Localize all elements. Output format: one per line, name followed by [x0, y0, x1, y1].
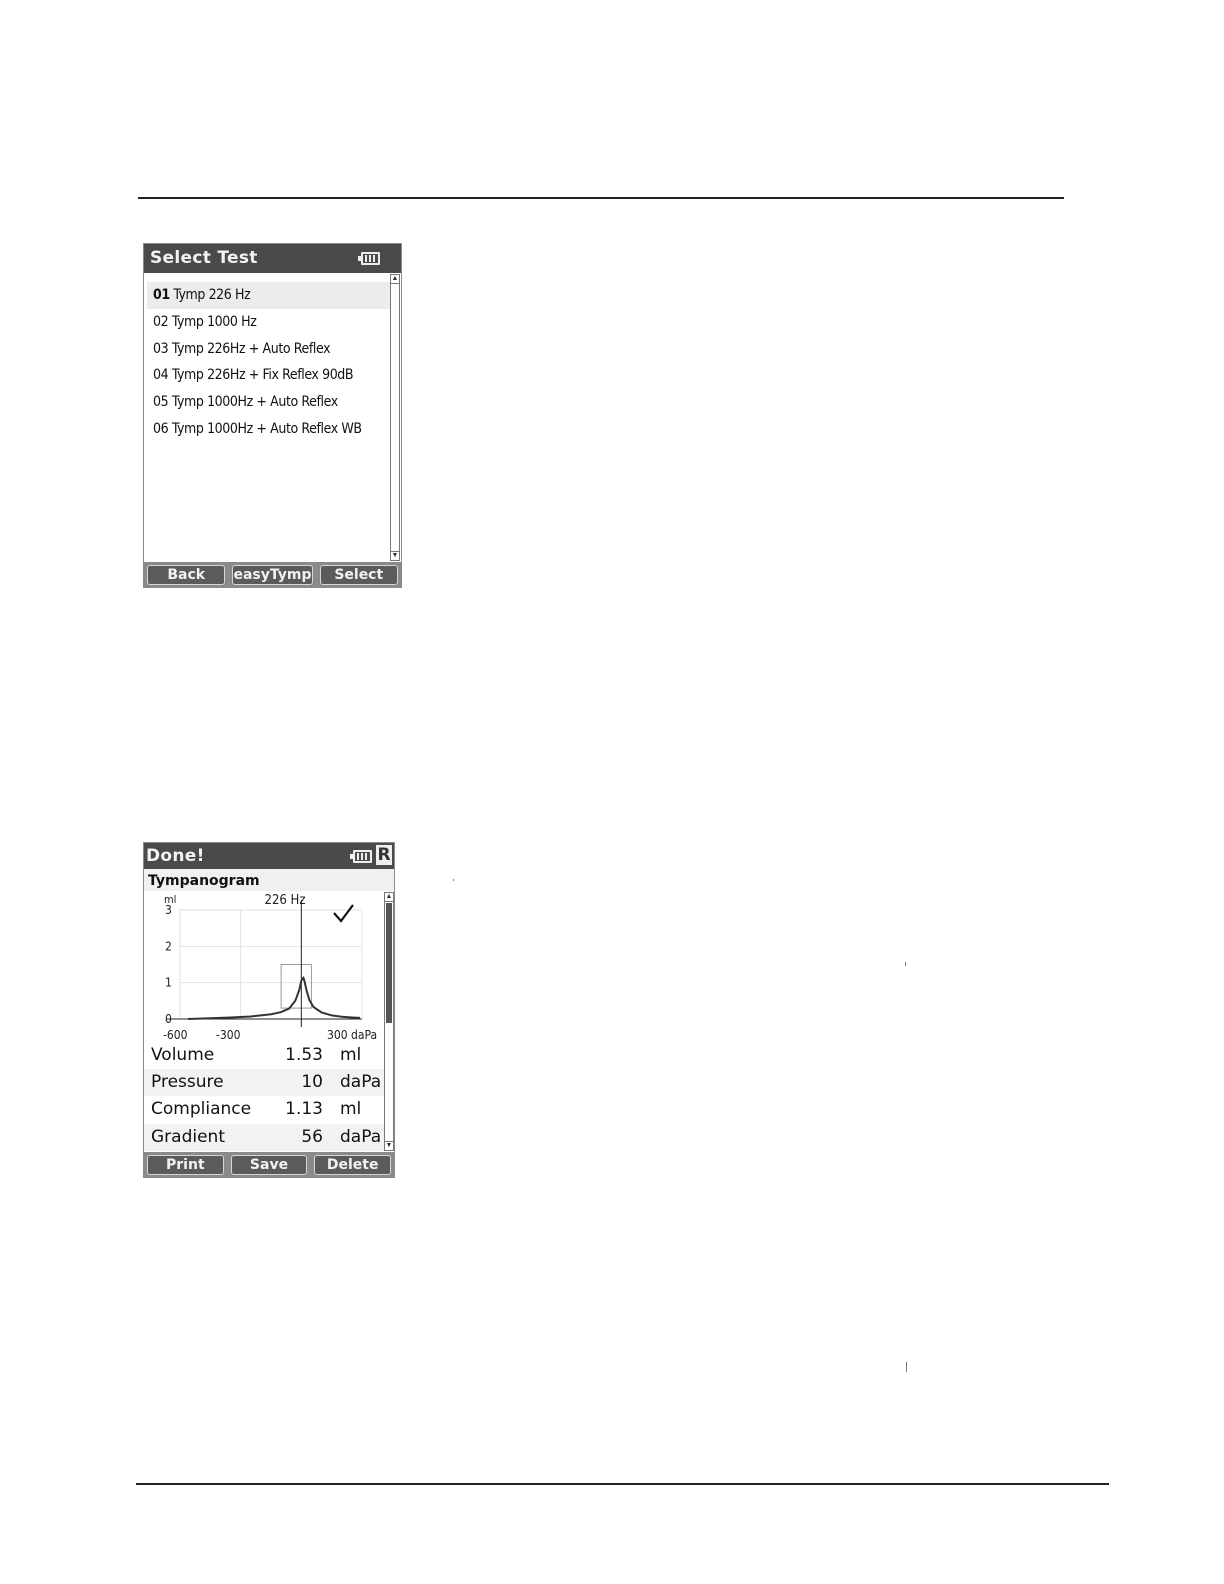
test-list	[147, 282, 390, 443]
results-table	[144, 1042, 384, 1151]
battery-icon	[361, 252, 380, 265]
list-item[interactable]	[147, 309, 390, 336]
tympanogram-curve	[188, 978, 360, 1019]
result-value: 1.13	[285, 1099, 323, 1120]
scan-speck	[453, 879, 454, 881]
battery-icon	[353, 850, 372, 863]
item-label: Tymp 1000 Hz	[171, 313, 257, 330]
result-unit: ml	[340, 1045, 362, 1065]
y-tick-label: 2	[165, 939, 172, 954]
result-unit: daPa	[340, 1072, 382, 1093]
result-label: Gradient	[151, 1126, 225, 1147]
easytymp-button[interactable]: easyTymp	[233, 567, 312, 583]
item-label: Tymp 226 Hz	[173, 287, 251, 303]
scroll-down-icon[interactable]: ▼	[385, 1142, 393, 1149]
right-ear-badge: R	[377, 845, 391, 865]
softkey-bar	[144, 1152, 394, 1177]
list-item[interactable]	[147, 282, 390, 309]
list-scrollbar[interactable]	[390, 274, 400, 561]
x-tick-label: 300 daPa	[327, 1028, 378, 1042]
list-item[interactable]	[147, 362, 390, 389]
y-tick-label: 3	[165, 903, 172, 917]
item-number: 06	[153, 420, 169, 437]
chart-title: 226 Hz	[264, 893, 306, 908]
title-bar	[144, 244, 401, 273]
list-item[interactable]	[147, 336, 390, 363]
normal-region-box	[281, 965, 311, 1009]
title-bar	[144, 843, 394, 869]
back-button[interactable]: Back	[147, 565, 225, 585]
delete-button[interactable]: Delete	[314, 1155, 391, 1175]
print-button[interactable]: Print	[147, 1155, 224, 1175]
result-row	[144, 1042, 384, 1069]
result-value: 56	[301, 1126, 323, 1147]
result-label: Pressure	[151, 1072, 224, 1093]
result-row	[144, 1069, 384, 1096]
tympanogram-heading: Tympanogram	[144, 869, 394, 891]
y-tick-label: 1	[165, 975, 172, 990]
item-number: 05	[153, 394, 169, 411]
select-button[interactable]: Select	[320, 565, 398, 585]
softkey-bar	[144, 562, 401, 587]
scroll-down-icon[interactable]: ▼	[391, 552, 399, 559]
list-item[interactable]	[147, 416, 390, 443]
scan-speck	[906, 1362, 907, 1372]
scroll-up-icon[interactable]: ▲	[391, 275, 399, 282]
x-tick-label: -600	[163, 1028, 188, 1042]
item-label: Tymp 1000Hz + Auto Reflex WB	[171, 420, 362, 437]
y-axis-label: ml	[164, 893, 177, 906]
item-label: Tymp 226Hz + Auto Reflex	[171, 340, 331, 357]
list-item[interactable]	[147, 389, 390, 416]
scroll-up-icon[interactable]: ▲	[385, 893, 393, 900]
scroll-thumb[interactable]	[386, 903, 392, 1023]
result-value: 10	[301, 1072, 323, 1093]
item-label: Tymp 1000Hz + Auto Reflex	[171, 394, 338, 411]
x-tick-label: -300	[216, 1028, 241, 1042]
scan-speck	[905, 962, 906, 966]
bottom-rule	[136, 1483, 1109, 1485]
results-scrollbar[interactable]	[384, 892, 394, 1151]
item-number: 04	[153, 367, 169, 384]
chart-grid	[180, 910, 362, 1019]
checkmark-icon	[334, 905, 353, 921]
tympanogram-chart	[144, 891, 384, 1043]
result-unit: daPa	[340, 1126, 382, 1147]
item-label: Tymp 226Hz + Fix Reflex 90dB	[171, 367, 354, 384]
result-value: 1.53	[285, 1045, 323, 1065]
result-row	[144, 1124, 384, 1151]
screen-title: Done!	[146, 846, 205, 866]
screen-title: Select Test	[150, 248, 258, 268]
y-tick-label: 0	[165, 1012, 172, 1026]
tympanogram-result-screen	[143, 842, 395, 1178]
result-row	[144, 1096, 384, 1123]
result-unit: ml	[340, 1099, 362, 1120]
item-number: 01	[153, 287, 170, 303]
item-number: 02	[153, 313, 169, 330]
result-label: Volume	[151, 1045, 215, 1065]
result-label: Compliance	[151, 1099, 252, 1120]
item-number: 03	[153, 340, 169, 357]
top-rule	[138, 197, 1064, 199]
save-button[interactable]: Save	[231, 1155, 308, 1175]
select-test-screen	[143, 243, 402, 588]
